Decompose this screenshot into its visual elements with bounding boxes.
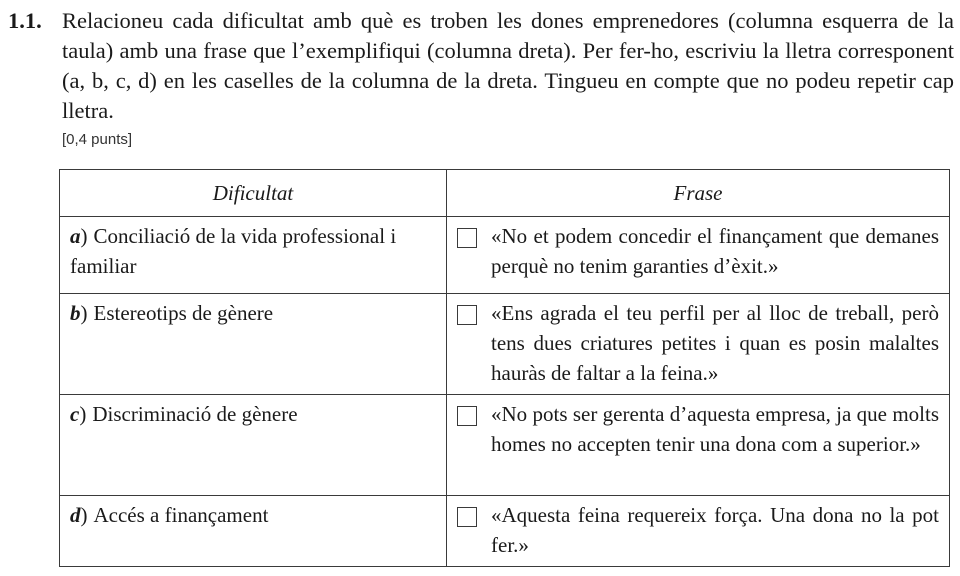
answer-box[interactable] bbox=[457, 507, 477, 527]
difficulty-cell: c) Discriminació de gènere bbox=[60, 395, 447, 496]
difficulty-cell: b) Estereotips de gènere bbox=[60, 294, 447, 395]
phrase-cell bbox=[447, 496, 950, 567]
table-row bbox=[60, 217, 950, 294]
answer-box[interactable] bbox=[457, 305, 477, 325]
difficulty-cell: a) Conciliació de la vida professional i familiar bbox=[60, 217, 447, 294]
phrase-cell bbox=[447, 217, 950, 294]
phrase-cell bbox=[447, 294, 950, 395]
header-phrase: Frase bbox=[447, 170, 950, 217]
difficulty-text: Conciliació de la vida professional i familiar bbox=[70, 224, 397, 278]
table-header-row bbox=[60, 170, 950, 217]
row-letter: d bbox=[70, 503, 81, 527]
question-text: Relacioneu cada dificultat amb què es troben les dones emprenedores (columna esquerra de la taula) amb una frase que l’exemplifiqui (columna dreta). Per fer-ho, escriviu la lletra corresponent (a, b, c, d) en les caselles de la columna de la dreta. Tingueu en compte que no podeu repetir cap lletra. bbox=[62, 8, 954, 123]
row-letter: c bbox=[70, 402, 80, 426]
question-number: 1.1. bbox=[8, 8, 42, 33]
phrase-cell bbox=[447, 395, 950, 496]
phrase-text: «No pots ser gerenta d’aquesta empresa, ja que molts homes no accepten tenir una dona com a superior.» bbox=[491, 402, 939, 456]
table-row bbox=[60, 395, 950, 496]
difficulty-text: Discriminació de gènere bbox=[92, 402, 298, 426]
matching-table bbox=[59, 169, 950, 567]
table-row bbox=[60, 496, 950, 567]
difficulty-cell: d) Accés a finançament bbox=[60, 496, 447, 567]
question-points: [0,4 punts] bbox=[62, 131, 133, 148]
row-letter: b bbox=[70, 301, 81, 325]
question bbox=[8, 6, 954, 126]
phrase-text: «Ens agrada el teu perfil per al lloc de treball, però tens dues criatures petites i quan es posin malaltes hauràs de faltar a la feina.» bbox=[491, 301, 939, 385]
answer-box[interactable] bbox=[457, 406, 477, 426]
row-letter: a bbox=[70, 224, 81, 248]
phrase-text: «No et podem concedir el finançament que demanes perquè no tenim garanties d’èxit.» bbox=[491, 224, 939, 278]
difficulty-text: Estereotips de gènere bbox=[93, 301, 274, 325]
table-row bbox=[60, 294, 950, 395]
difficulty-text: Accés a finançament bbox=[93, 503, 269, 527]
phrase-text: «Aquesta feina requereix força. Una dona no la pot fer.» bbox=[491, 503, 939, 557]
answer-box[interactable] bbox=[457, 228, 477, 248]
header-difficulty: Dificultat bbox=[60, 170, 447, 217]
